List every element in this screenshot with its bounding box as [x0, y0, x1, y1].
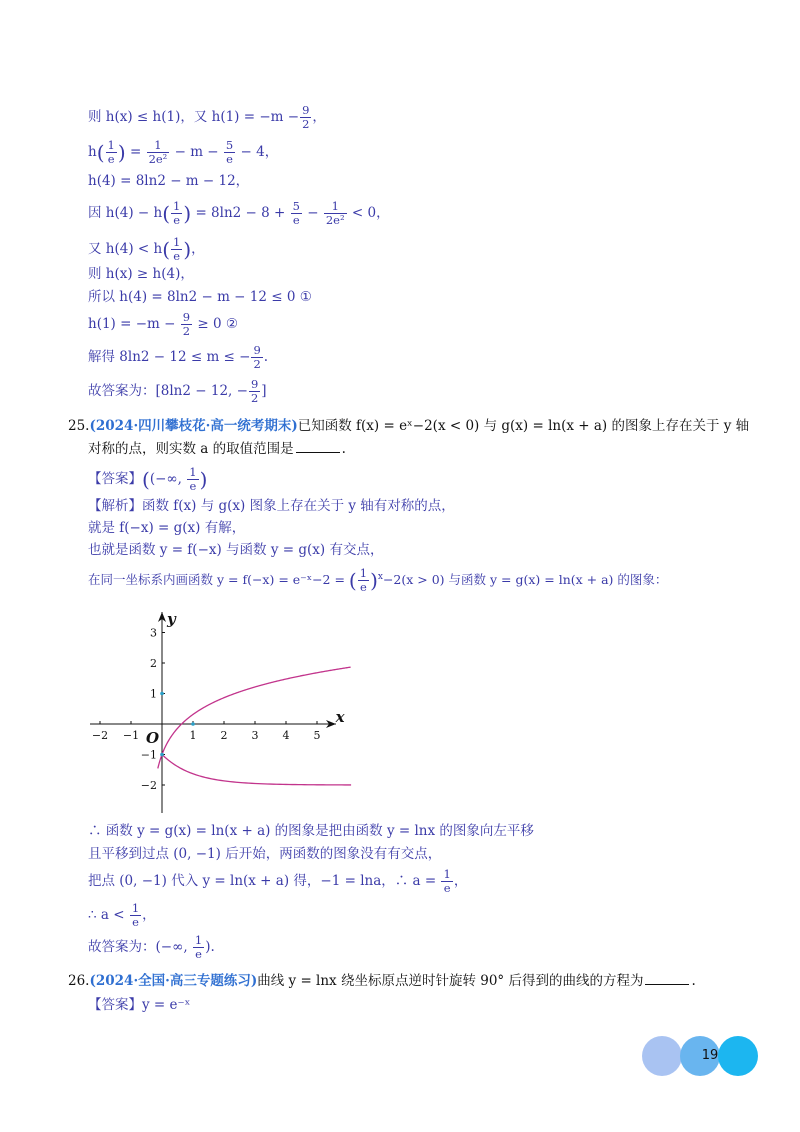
- y-axis-label: y: [167, 610, 176, 628]
- sol-line-6: 则 h(x) ≥ h(4)，: [88, 266, 194, 282]
- x-tick-label: 5: [313, 729, 321, 742]
- q25-analysis-4: 在同一坐标系内画函数 y = f(−x) = e⁻ˣ−2 = ( $\frac{1}{e}$ )$^x$−2(x > 0) 与函数 y = g(x) = ln(x + a) 的图象：: [88, 566, 668, 594]
- x-tick-label: 4: [282, 729, 290, 742]
- sol-line-2: h( $\frac{1}{e}$ ) = $\frac{1}{\text{2e²}}$ − m − $\frac{5}{e}$ − 4，: [88, 138, 279, 166]
- x-tick-label: 1: [189, 729, 197, 742]
- sol-line-10: 故答案为：[8ln2 − 12, − $\frac{9}{2}$ ]: [88, 377, 267, 405]
- x-tick-label: −1: [122, 729, 140, 742]
- q25-analysis-2: 就是 f(−x) = g(x) 有解，: [88, 520, 246, 536]
- q26-answer: 【答案】y = e⁻ˣ: [88, 997, 191, 1013]
- sol-line-1: 则 h(x) ≤ h(1)，又 h(1) = −m − $\frac{9}{2}$ ，: [88, 103, 326, 131]
- curve-series-1: [162, 755, 351, 785]
- q26-line-1: 26.(2024·全国·高三专题练习)曲线 y = lnx 绕坐标原点逆时针旋转 90° 后得到的曲线的方程为 .: [68, 973, 696, 989]
- sol-line-8: h(1) = −m − $\frac{9}{2}$ ≥ 0 ②: [88, 310, 238, 338]
- q25-analysis-1: 【解析】函数 f(x) 与 g(x) 图象上存在关于 y 轴有对称的点，: [88, 498, 455, 514]
- axis-point-marker: [160, 753, 164, 757]
- axis-point-marker: [160, 692, 164, 696]
- page-circle-1: [642, 1036, 682, 1076]
- page-number-badge: [642, 1036, 758, 1076]
- answer-blank: [645, 984, 689, 985]
- curve-series-2: [158, 667, 351, 768]
- q25-answer: 【答案】((−∞, $\frac{1}{e}$ ): [88, 465, 208, 493]
- q25-source: (2024·四川攀枝花·高一统考期末): [89, 418, 298, 434]
- y-tick-label: −2: [140, 779, 157, 792]
- y-tick-label: 2: [150, 657, 157, 670]
- sol-line-4: 因 h(4) − h( $\frac{1}{e}$ ) = 8ln2 − 8 + $\frac{5}{e}$ − $\frac{1}{\text{2e²}}$ < 0，: [88, 199, 390, 227]
- q25-line-1: 25.(2024·四川攀枝花·高一统考期末)已知函数 f(x) = eˣ−2(x < 0) 与 g(x) = ln(x + a) 的图象上存在关于 y 轴: [68, 418, 750, 434]
- q25-conclusion-1: ∴ 函数 y = g(x) = ln(x + a) 的图象是把由函数 y = lnx 的图象向左平移: [88, 823, 534, 839]
- sol-line-5: 又 h(4) < h( $\frac{1}{e}$ )，: [88, 235, 205, 263]
- q25-final-answer: 故答案为：(−∞, $\frac{1}{e}$ ).: [88, 933, 215, 961]
- y-tick-label: 1: [150, 687, 157, 701]
- x-tick-label: −2: [91, 729, 109, 742]
- y-tick-label: −1: [140, 748, 157, 762]
- q25-conclusion-2: 且平移到过点 (0, −1) 后开始，两函数的图象没有有交点，: [88, 846, 442, 862]
- sol-line-3: h(4) = 8ln2 − m − 12，: [88, 173, 250, 189]
- page-number: 19: [701, 1048, 719, 1063]
- y-tick-label: 3: [150, 626, 157, 640]
- sol-line-7: 所以 h(4) = 8ln2 − m − 12 ≤ 0 ①: [88, 289, 312, 305]
- sol-line-9: 解得 8ln2 − 12 ≤ m ≤ − $\frac{9}{2}$ .: [88, 343, 269, 371]
- q26-source: (2024·全国·高三专题练习): [89, 973, 258, 989]
- q25-line-2: 对称的点，则实数 a 的取值范围是 .: [88, 441, 346, 457]
- axis-point-marker: [191, 722, 195, 726]
- x-axis-label: x: [335, 708, 345, 726]
- function-graph: [86, 606, 356, 818]
- q25-conclusion-3: 把点 (0, −1) 代入 y = ln(x + a) 得，−1 = lna，∴ a = $\frac{1}{e}$ ，: [88, 867, 468, 895]
- origin-label: O: [146, 729, 160, 747]
- x-tick-label: 2: [220, 729, 228, 742]
- answer-blank: [296, 452, 340, 453]
- x-tick-label: 3: [251, 729, 259, 742]
- q25-conclusion-4: ∴ a < $\frac{1}{e}$ ，: [88, 901, 156, 929]
- q25-analysis-3: 也就是函数 y = f(−x) 与函数 y = g(x) 有交点，: [88, 542, 384, 558]
